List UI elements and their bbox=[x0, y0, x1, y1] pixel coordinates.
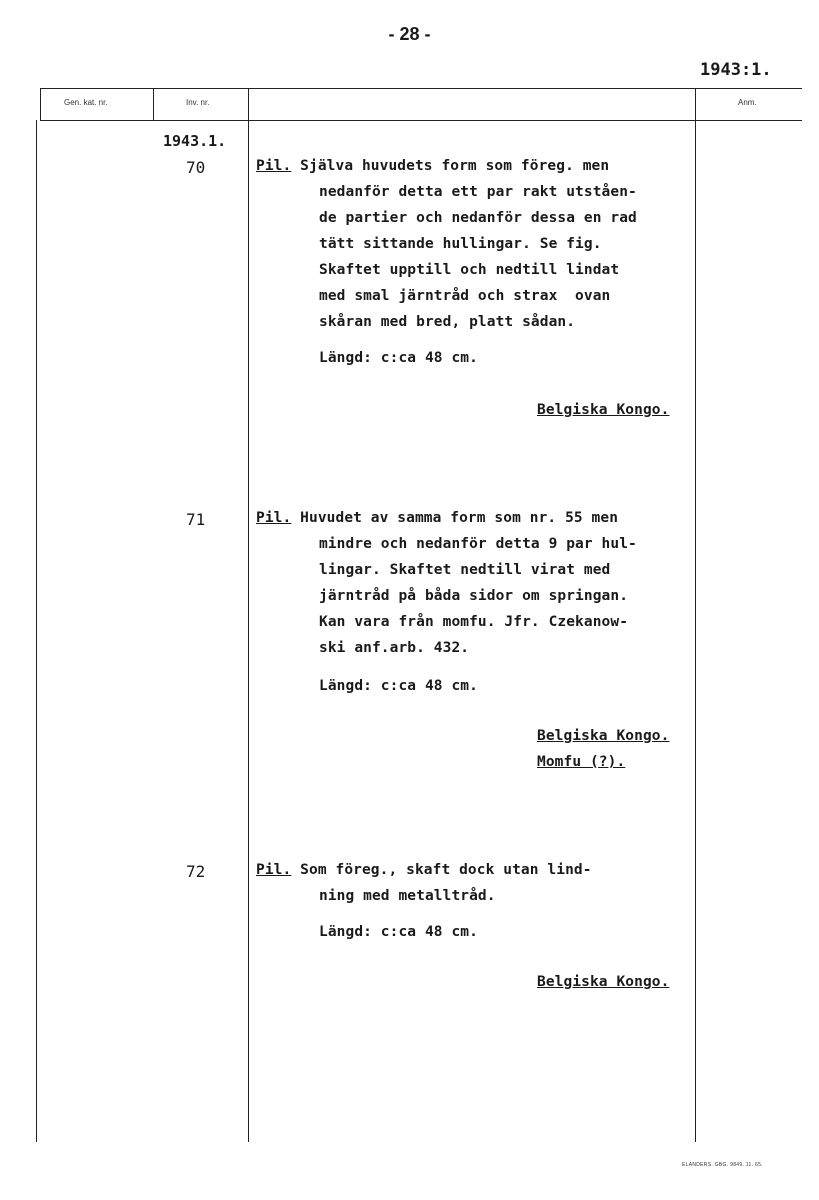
entry-line: med smal järntråd och strax ovan bbox=[319, 288, 611, 304]
entry-title: Pil. bbox=[256, 158, 292, 174]
entry-text: Som föreg., skaft dock utan lind- bbox=[300, 862, 592, 878]
entry-text: Huvudet av samma form som nr. 55 men bbox=[300, 510, 619, 526]
inventory-number: 72 bbox=[186, 862, 206, 881]
year-reference: 1943:1. bbox=[700, 60, 772, 80]
entry-line: skåran med bred, platt sådan. bbox=[319, 314, 576, 330]
column-header-gen-kat: Gen. kat. nr. bbox=[64, 98, 108, 107]
column-header-inv: Inv. nr. bbox=[186, 98, 210, 107]
entry-line: lingar. Skaftet nedtill virat med bbox=[319, 562, 611, 578]
entry-origin-secondary: Momfu (?). bbox=[537, 754, 626, 770]
entry-first-line bbox=[256, 862, 592, 878]
entry-line: mindre och nedanför detta 9 par hul- bbox=[319, 536, 637, 552]
entry-line: tätt sittande hullingar. Se fig. bbox=[319, 236, 602, 252]
entry-line: Skaftet upptill och nedtill lindat bbox=[319, 262, 620, 278]
entry-title: Pil. bbox=[256, 862, 292, 878]
entry-origin: Belgiska Kongo. bbox=[537, 402, 670, 418]
column-divider-inv-text bbox=[248, 88, 249, 1142]
column-divider-gen-inv bbox=[153, 88, 154, 120]
entry-line: järntråd på båda sidor om springan. bbox=[319, 588, 629, 604]
inventory-number: 70 bbox=[186, 158, 206, 177]
column-divider-left bbox=[40, 88, 41, 120]
entry-first-line bbox=[256, 158, 609, 174]
entry-length: Längd: c:ca 48 cm. bbox=[319, 350, 478, 366]
entry-length: Längd: c:ca 48 cm. bbox=[319, 678, 478, 694]
entry-text: Själva huvudets form som föreg. men bbox=[300, 158, 610, 174]
page-number: - 28 - bbox=[388, 24, 431, 44]
inventory-number: 71 bbox=[186, 510, 206, 529]
entry-first-line bbox=[256, 510, 618, 526]
entry-length: Längd: c:ca 48 cm. bbox=[319, 924, 478, 940]
entry-origin: Belgiska Kongo. bbox=[537, 974, 670, 990]
printer-mark: ELANDERS. GBG. 9849. 11. 65. bbox=[682, 1162, 763, 1168]
year-marker: 1943.1. bbox=[163, 132, 227, 150]
entry-origin: Belgiska Kongo. bbox=[537, 728, 670, 744]
column-header-anm: Anm. bbox=[738, 98, 757, 107]
entry-line: nedanför detta ett par rakt utståen- bbox=[319, 184, 637, 200]
header-bottom-rule bbox=[40, 120, 802, 121]
entry-title: Pil. bbox=[256, 510, 292, 526]
entry-line: ning med metalltråd. bbox=[319, 888, 496, 904]
column-divider-left-body bbox=[36, 120, 37, 1142]
entry-line: de partier och nedanför dessa en rad bbox=[319, 210, 637, 226]
entry-line: Kan vara från momfu. Jfr. Czekanow- bbox=[319, 614, 629, 630]
entry-line: ski anf.arb. 432. bbox=[319, 640, 470, 656]
header-top-rule bbox=[40, 88, 802, 89]
column-divider-text-anm bbox=[695, 88, 696, 1142]
